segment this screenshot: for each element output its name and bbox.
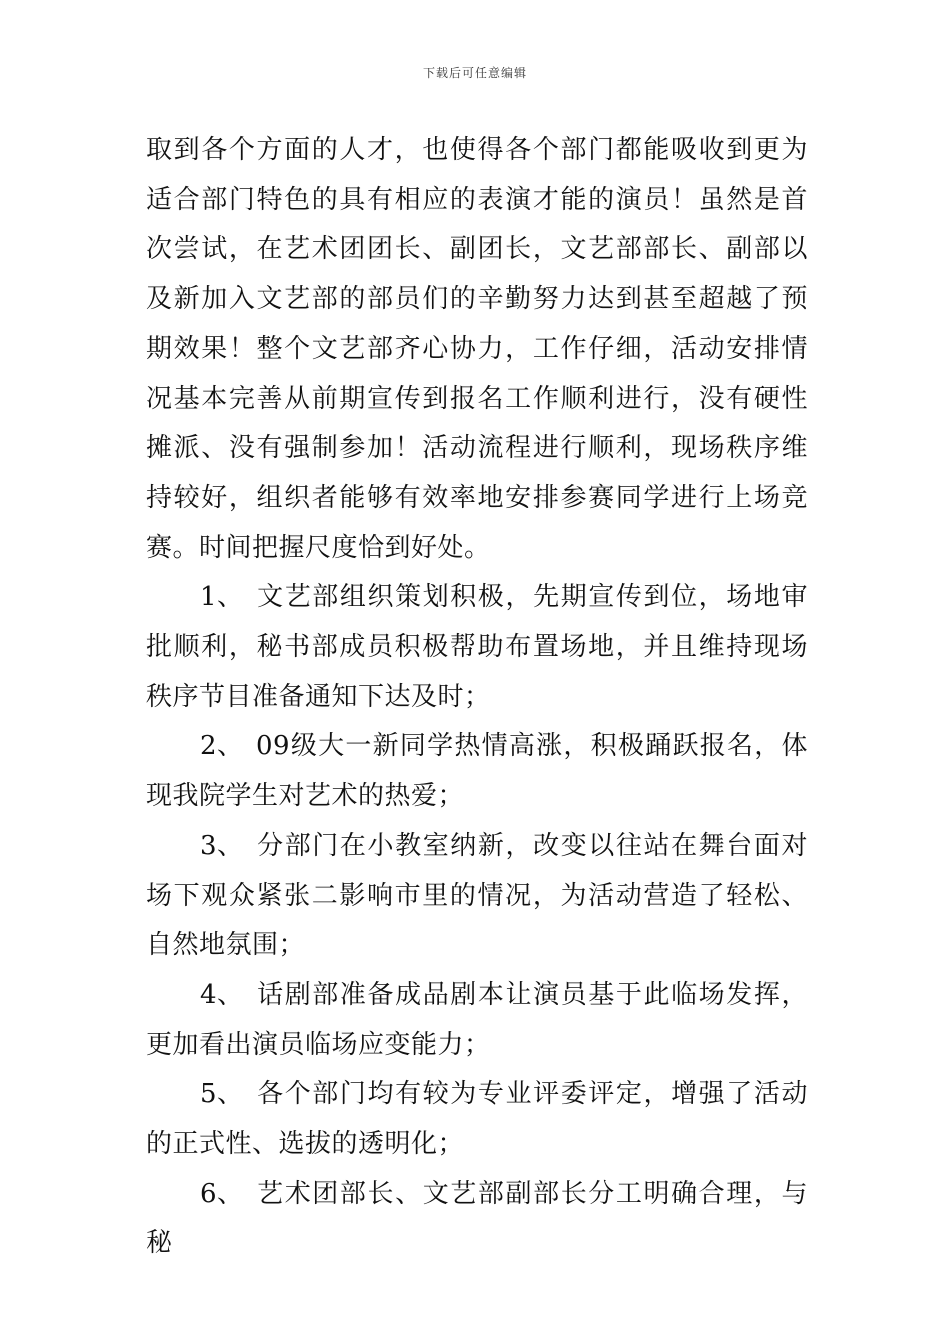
list-item-text: 文艺部组织策划积极，先期宣传到位，场地审批顺利，秘书部成员积极帮助布置场地，并且维持现场秩序节目准备通知下达及时； xyxy=(146,582,808,712)
list-item-text: 各个部门均有较为专业评委评定，增强了活动的正式性、选拔的透明化； xyxy=(146,1079,808,1160)
list-item-2 xyxy=(146,722,808,821)
list-item-6 xyxy=(146,1170,808,1269)
list-item-number: 4、 xyxy=(200,979,244,1010)
intro-paragraph: 取到各个方面的人才，也使得各个部门都能吸收到更为适合部门特色的具有相应的表演才能的演员！虽然是首次尝试，在艺术团团长、副团长，文艺部部长、副部以及新加入文艺部的部员们的辛勤努力达到甚至超越了预期效果！整个文艺部齐心协力，工作仔细，活动安排情况基本完善从前期宣传到报名工作顺利进行，没有硬性摊派、没有强制参加！活动流程进行顺利，现场秩序维持较好，组织者能够有效率地安排参赛同学进行上场竞赛。时间把握尺度恰到好处。 xyxy=(146,135,808,563)
list-item-number: 6、 xyxy=(200,1178,244,1209)
document-body xyxy=(146,126,808,1269)
list-item-text: 话剧部准备成品剧本让演员基于此临场发挥，更加看出演员临场应变能力； xyxy=(146,979,808,1060)
list-item-number: 2、 xyxy=(200,731,244,762)
list-item-3 xyxy=(146,822,808,971)
list-item-text: 分部门在小教室纳新，改变以往站在舞台面对场下观众紧张二影响市里的情况，为活动营造了轻松、自然地氛围； xyxy=(146,830,808,961)
list-item-number: 1、 xyxy=(200,582,244,613)
list-item-number: 5、 xyxy=(200,1079,244,1110)
page-header-note: 下载后可任意编辑 xyxy=(422,66,527,80)
list-item-1 xyxy=(146,573,808,722)
list-item-text: 09级大一新同学热情高涨，积极踊跃报名，体现我院学生对艺术的热爱； xyxy=(146,731,808,812)
list-item-text: 艺术团部长、文艺部副部长分工明确合理，与秘 xyxy=(146,1178,808,1259)
list-item-5 xyxy=(146,1070,808,1169)
list-item-4 xyxy=(146,971,808,1070)
list-item-number: 3、 xyxy=(200,830,244,861)
